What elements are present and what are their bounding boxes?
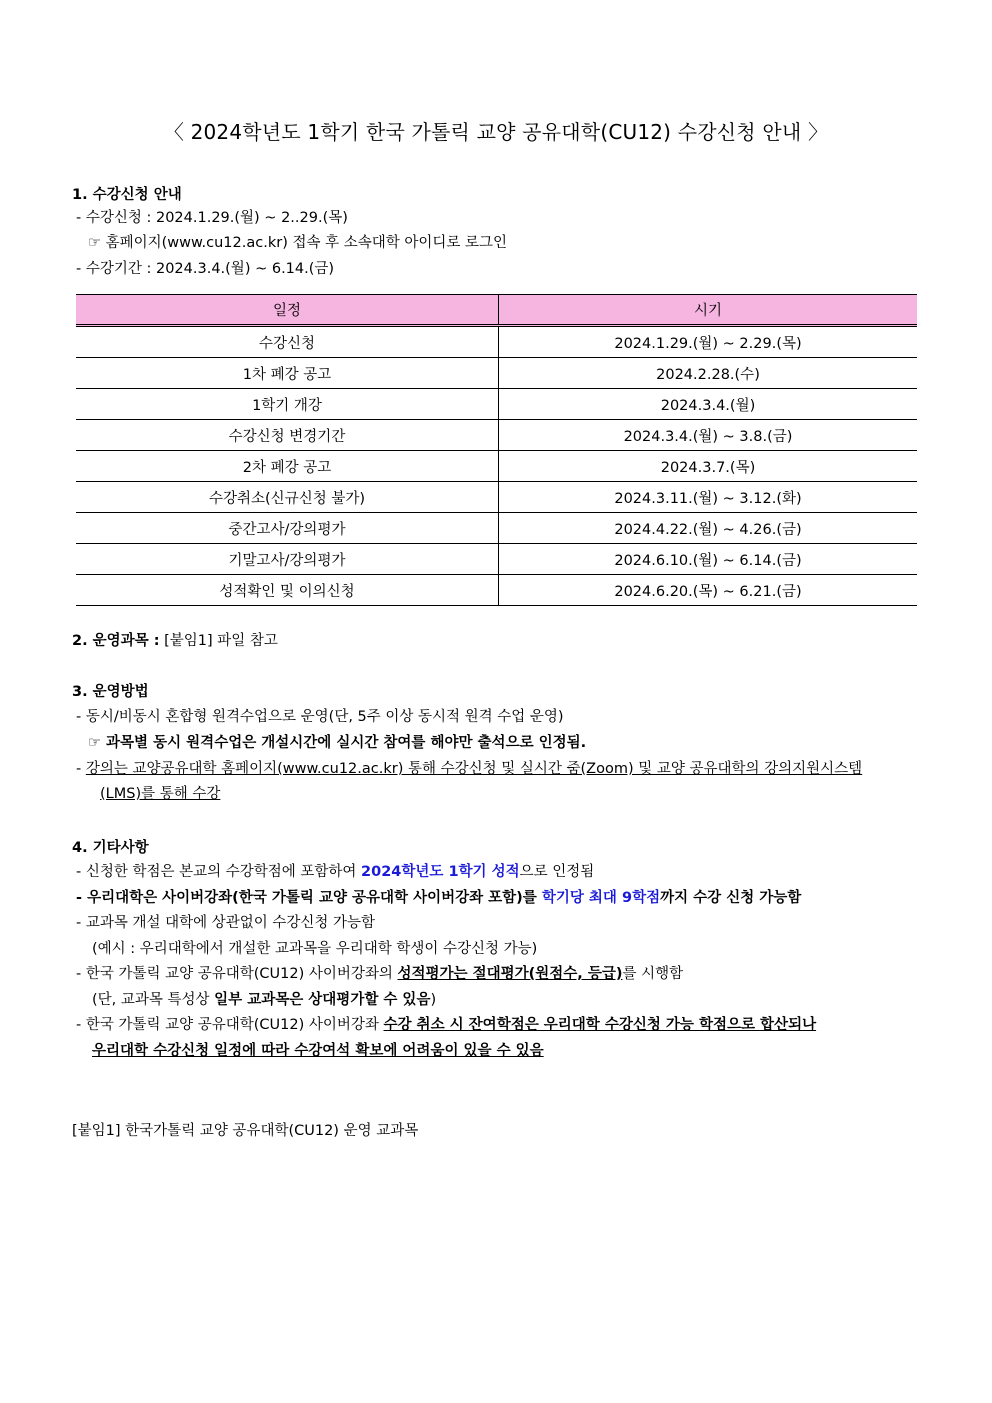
schedule-header-event: 일정 — [76, 295, 499, 326]
text-span: 으로 인정됨 — [519, 864, 595, 880]
operation-method: - 동시/비동시 혼합형 원격수업으로 운영(단, 5주 이상 동시적 원격 수업 운영) — [76, 709, 564, 725]
highlight-span: 학기당 최대 9학점 — [541, 890, 661, 906]
schedule-header-row — [76, 295, 917, 326]
highlight-span: 일부 교과목은 상대평가할 수 있음 — [214, 992, 431, 1008]
relative-grading-note — [92, 990, 436, 1010]
schedule-event: 중간고사/강의평가 — [76, 513, 499, 544]
schedule-event: 수강신청 — [76, 326, 499, 358]
section2-text: [붙임1] 파일 참고 — [164, 633, 278, 649]
highlight-span: 2024학년도 1학기 성적 — [361, 864, 520, 880]
section1-heading: 1. 수강신청 안내 — [72, 187, 182, 203]
attachment-label: [붙임1] 한국가톨릭 교양 공유대학(CU12) 운영 교과목 — [72, 1123, 419, 1139]
schedule-event: 2차 폐강 공고 — [76, 451, 499, 482]
any-university-note: - 교과목 개설 대학에 상관없이 수강신청 가능함 — [76, 915, 376, 931]
table-row — [76, 420, 917, 451]
table-row — [76, 358, 917, 389]
credit-recognition — [76, 862, 594, 882]
table-row — [76, 482, 917, 513]
cyber-course-limit — [76, 888, 801, 908]
registration-period: - 수강신청 : 2024.1.29.(월) ~ 2..29.(목) — [76, 210, 348, 226]
text-span: 를 시행함 — [622, 966, 684, 982]
table-row — [76, 389, 917, 420]
schedule-date: 2024.6.10.(월) ~ 6.14.(금) — [499, 544, 918, 575]
schedule-event: 1차 폐강 공고 — [76, 358, 499, 389]
schedule-date: 2024.1.29.(월) ~ 2.29.(목) — [499, 326, 918, 358]
section3-heading: 3. 운영방법 — [72, 684, 149, 700]
schedule-event: 1학기 개강 — [76, 389, 499, 420]
homepage-login-note: ☞ 홈페이지(www.cu12.ac.kr) 접속 후 소속대학 아이디로 로그인 — [88, 235, 507, 251]
schedule-header-date: 시기 — [499, 295, 918, 326]
section2 — [72, 631, 278, 651]
grading-method — [76, 964, 683, 984]
text-span: - 한국 가톨릭 교양 공유대학(CU12) 사이버강좌 — [76, 1017, 384, 1033]
table-row — [76, 326, 917, 358]
schedule-event: 성적확인 및 이의신청 — [76, 575, 499, 606]
section2-heading: 2. 운영과목 : — [72, 633, 160, 649]
table-row — [76, 575, 917, 606]
cancellation-note — [76, 1015, 816, 1035]
table-row — [76, 544, 917, 575]
highlight-span: 성적평가는 절대평가(원점수, 등급) — [397, 966, 623, 982]
schedule-event: 수강신청 변경기간 — [76, 420, 499, 451]
lms-line — [76, 759, 862, 779]
schedule-date: 2024.3.11.(월) ~ 3.12.(화) — [499, 482, 918, 513]
attendance-note: ☞ 과목별 동시 원격수업은 개설시간에 실시간 참여를 해야만 출석으로 인정됨. — [88, 735, 587, 751]
schedule-date: 2024.4.22.(월) ~ 4.26.(금) — [499, 513, 918, 544]
schedule-event: 기말고사/강의평가 — [76, 544, 499, 575]
text-span: - 우리대학은 사이버강좌(한국 가톨릭 교양 공유대학 사이버강좌 포함)를 — [76, 890, 542, 906]
text-span: (단, 교과목 특성상 — [92, 992, 215, 1008]
text-span: - 한국 가톨릭 교양 공유대학(CU12) 사이버강좌의 — [76, 966, 398, 982]
text-span: - 신청한 학점은 본교의 수강학점에 포함하여 — [76, 864, 362, 880]
schedule-event: 수강취소(신규신청 불가) — [76, 482, 499, 513]
schedule-date: 2024.3.7.(목) — [499, 451, 918, 482]
schedule-date: 2024.2.28.(수) — [499, 358, 918, 389]
section4-heading: 4. 기타사항 — [72, 840, 149, 856]
course-period: - 수강기간 : 2024.3.4.(월) ~ 6.14.(금) — [76, 261, 335, 277]
cancellation-note-continued: 우리대학 수강신청 일정에 따라 수강여석 확보에 어려움이 있을 수 있음 — [92, 1043, 544, 1059]
schedule-date: 2024.3.4.(월) ~ 3.8.(금) — [499, 420, 918, 451]
lms-line-continued: (LMS)를 통해 수강 — [100, 786, 221, 802]
schedule-date: 2024.3.4.(월) — [499, 389, 918, 420]
text-span: 까지 수강 신청 가능함 — [660, 890, 802, 906]
text-span: ) — [430, 992, 437, 1008]
schedule-table — [76, 294, 917, 606]
table-row — [76, 513, 917, 544]
example-note: (예시 : 우리대학에서 개설한 교과목을 우리대학 학생이 수강신청 가능) — [92, 941, 538, 957]
lms-line-prefix: - — [76, 761, 86, 777]
lms-line-text: 강의는 교양공유대학 홈페이지(www.cu12.ac.kr) 통해 수강신청 및 실시간 줌(Zoom) 및 교양 공유대학의 강의지원시스템 — [85, 761, 863, 777]
highlight-span: 수강 취소 시 잔여학점은 우리대학 수강신청 가능 학점으로 합산되나 — [383, 1017, 817, 1033]
schedule-date: 2024.6.20.(목) ~ 6.21.(금) — [499, 575, 918, 606]
page-title: 〈 2024학년도 1학기 한국 가톨릭 교양 공유대학(CU12) 수강신청 안내 〉 — [163, 120, 829, 144]
table-row — [76, 451, 917, 482]
